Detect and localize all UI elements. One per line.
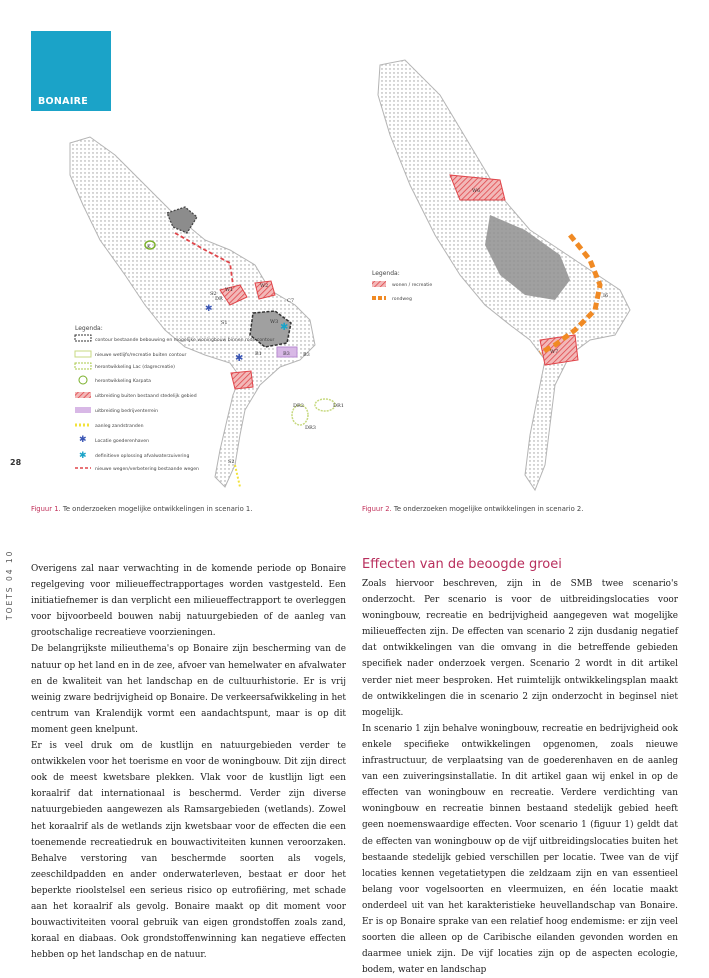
map-label: W2 [260,283,269,289]
svg-text:✱: ✱ [235,353,244,364]
map-label: W1 [225,287,234,293]
legend-item: herontwikkeling Lac (dagrecreatie) [95,365,175,370]
figure1-caption [31,505,252,513]
paragraph: Zoals hiervoor beschreven, zijn in de SMB twee scenario's onderzocht. Per scenario is voor de uitbreidingslocaties voor woningbouw, recreatie en bedrijvigheid aangegeven wat mogelijke milieueffecten zijn. De effecten van scenario 2 zijn dusdanig negatief dat ontwikkelingen van die omvang in die betreffende gebieden specifiek nader onderzoek vergen. Scenario 2 wordt in dit artikel verder niet meer besproken. Het ruimtelijk ontwikkelingsplan maakt de ontwikkelingen die in scenario 2 zijn onderzocht in beginsel niet mogelijk. [362,579,678,718]
map-label: C7 [287,298,295,304]
legend-item: herontwikkeling Karpata [95,379,151,384]
legend-item: uitbreiding bedrijventerrein [95,409,159,414]
map-label: W7 [550,349,559,355]
map-label: K [147,244,151,250]
page-number: 28 [10,458,22,467]
island-outline [70,137,315,487]
legend-item: nieuwe wetlijfs/recreatie buiten contour [95,353,187,358]
figure1-caption-label: Figuur 1. [31,505,61,513]
figure2-caption-text: Te onderzoeken mogelijke ontwikkelingen in scenario 2. [391,505,584,513]
map-label: DR [215,296,223,302]
paragraph: Overigens zal naar verwachting in de komende periode op Bonaire regelgeving voor milieueffectrapportages worden vastgesteld. Een initiatiefnemer is dan verplicht een milieueffectrapport te overleggen voor bijvoorbeeld bouwen nabij natuurgebieden of de aanleg van grootschalige recreatieve voorzieningen. [31,564,346,639]
legend-title: Legenda: [75,325,103,332]
map-label: W6 [472,188,481,194]
left-column [31,561,346,963]
section-heading: Effecten van de beoogde groei [362,557,562,572]
legend-item: wonen / recreatie [392,283,433,288]
map-label: DR2 [293,403,304,409]
svg-text:✱: ✱ [79,435,87,445]
legend-item: contour bestaande bebouwing en mogelijke woningbouw binnen rode contour [95,338,275,343]
svg-text:✱: ✱ [205,304,213,314]
map-label: B3 [303,352,310,358]
legend-item: definitieve oplossing afvalwaterzuivering [95,454,190,459]
legend-title: Legenda: [372,270,400,277]
figure1-map [55,115,355,505]
journal-side-label: TOETS 04 10 [5,549,14,620]
legend-item: Locatie goederenhaven [95,439,149,444]
right-column [362,576,678,978]
map-label: B1 [255,351,262,357]
map-label: B3 [283,351,290,357]
map-label: W3 [270,319,279,325]
section-label: BONAIRE [38,96,89,107]
map-label: I6 [603,293,609,299]
map-label: DR1 [333,403,344,409]
figure2-map [360,35,660,505]
legend-item: nieuwe wegen/verbetering bestaande wegen [95,467,199,472]
figure2-caption [362,505,583,513]
paragraph: In scenario 1 zijn behalve woningbouw, recreatie en bedrijvigheid ook enkele specifieke ontwikkelingen opgenomen, zoals nieuwe infrastructuur, de verplaatsing van de goederenhaven en de aanleg van een zuiveringsinstallatie. In dit artikel gaan wij enkel in op de effecten van woningbouw en recreatie. Verdere verdichting van woningbouw en recreatie binnen bestaand stedelijk gebied heeft geen noemenswaardige effecten. Voor scenario 1 (figuur 1) geldt dat de effecten van woningbouw op de vijf uitbreidingslocaties buiten het bestaande stedelijk gebied verschillen per locatie. Twee van de vijf locaties kennen vegetatietypen die zeldzaam zijn en van essentieel belang voor vogelsoorten en vleermuizen, en één locatie maakt onderdeel uit van het karakteristieke heuvellandschap van Bonaire. Er is op Bonaire sprake van een relatief hoog endemisme: er zijn veel soorten die alleen op de Caribische eilanden gevonden worden en daarmee uniek zijn. De vijf locaties zijn op de aspecten ecologie, bodem, water en landschap [362,723,678,976]
svg-text:✱: ✱ [280,322,289,333]
paragraph: Er is veel druk om de kustlijn en natuurgebieden verder te ontwikkelen voor het toerisme en voor de woningbouw. Dit zijn direct ook de meest kwetsbare plekken. Vlak voor de kustlijn ligt een koraalrif dat internationaal is beschermd. Verder zijn diverse natuurgebieden aangewezen als Ramsargebieden (wetlands). Zowel het koraalrif als de wetlands zijn kwetsbaar voor de effecten die een toenemende recreatiedruk en bouwactiviteiten kunnen veroorzaken. Behalve verstoring van beschermde soorten als vogels, zeeschildpadden en ander onderwaterleven, bestaat er door het beperkte rioolstelsel een serieus risico op eutrofiëring, met schade aan het koraalrif als gevolg. Bonaire maakt op dit moment voor bouwactiviteiten vooral gebruik van eigen grondstoffen zoals zand, koraal en diabaas. Ook grondstoffenwinning kan negatieve effecten hebben op het landschap en de natuur. [31,741,346,961]
map-label: S2 [210,291,217,297]
map-label: DR3 [305,425,316,431]
paragraph: De belangrijkste milieuthema's op Bonaire zijn bescherming van de natuur op het land en in de zee, afvoer van hemelwater en afvalwater en de kwaliteit van het landschap en de cultuurhistorie. Er is vrij weinig zware bedrijvigheid op Bonaire. De verkeersafwikkeling in het centrum van Kralendijk vormt een aandachtspunt, maar is op dit moment geen knelpunt. [31,644,346,735]
map-label: S1 [221,320,228,326]
figure1-caption-text: Te onderzoeken mogelijke ontwikkelingen in scenario 1. [60,505,253,513]
map-label: S2 [228,459,235,465]
figure2-legend [372,270,432,302]
legend-item: aanleg zandstranden [95,424,144,429]
figure2-caption-label: Figuur 2. [362,505,392,513]
legend-item: rondweg [392,297,412,302]
svg-text:✱: ✱ [79,451,87,461]
legend-item: uitbreiding buiten bestaand stedelijk gebied [95,394,197,399]
